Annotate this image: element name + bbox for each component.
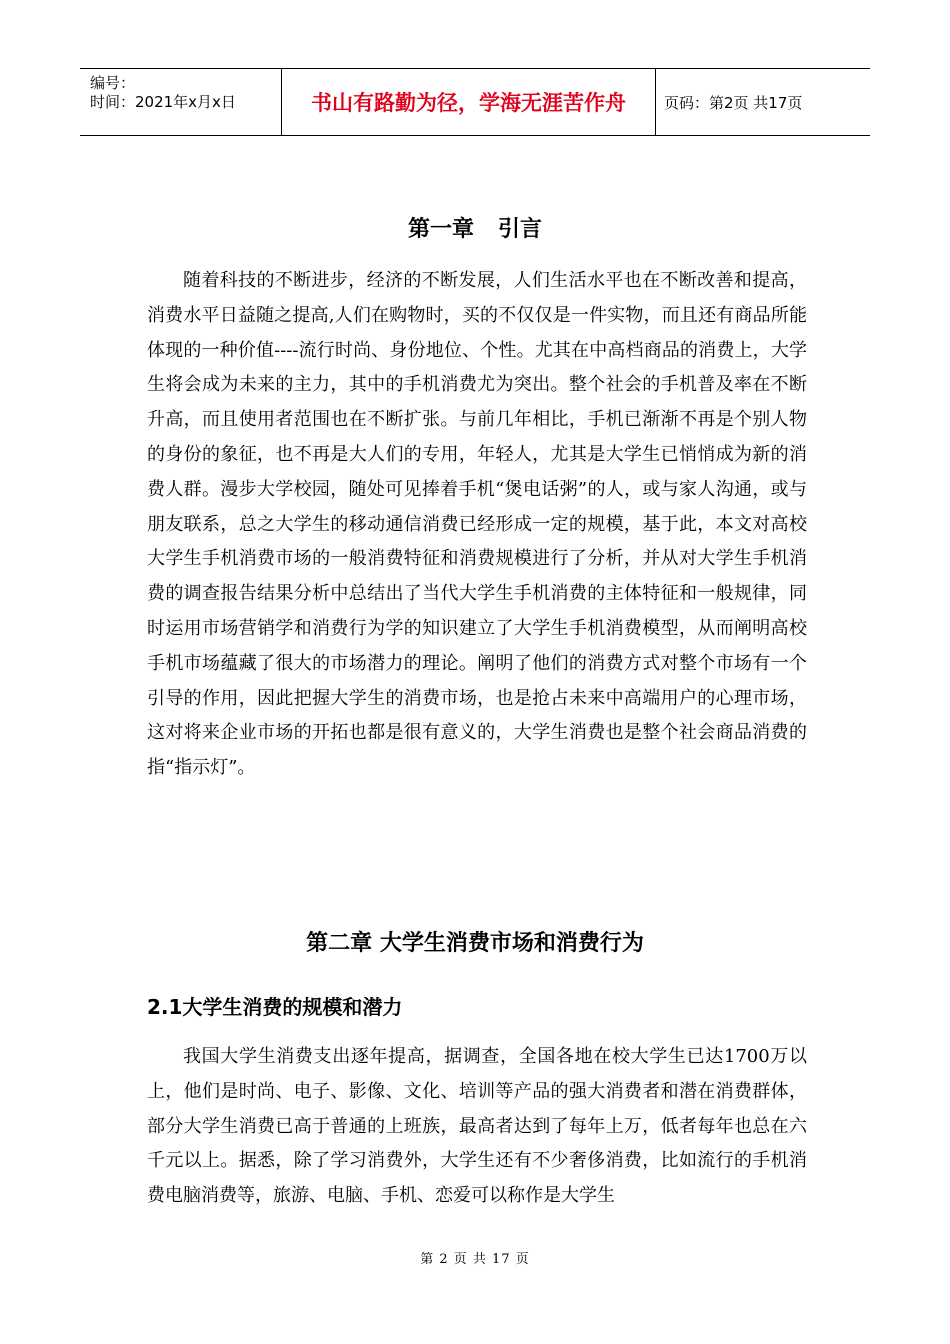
section-2-1-heading: 2.1大学生消费的规模和潜力 (147, 995, 403, 1019)
date-line: 时间：2021年x月x日 (90, 93, 236, 111)
header-meta (80, 69, 282, 135)
header-motto: 书山有路勤为径，学海无涯苦作舟 (282, 69, 656, 135)
chapter1-number: 第一章 (407, 217, 474, 242)
serial-label: 编号： (90, 74, 136, 92)
header-page-info: 页码：第2页 共17页 (664, 93, 803, 112)
chapter1-paragraph: 随着科技的不断进步，经济的不断发展，人们生活水平也在不断改善和提高，消费水平日益随之提高,人们在购物时，买的不仅仅是一件实物，而且还有商品所能体现的一种价值----流行时尚、身份地位、个性。尤其在中高档商品的消费上，大学生将会成为未来的主力，其中的手机消费尤为突出。整个社会的手机普及率在不断升高，而且使用者范围也在不断扩张。与前几年相比，手机已渐渐不再是个别人物的身份的象征，也不再是大人们的专用，年轻人，尤其是大学生已悄悄成为新的消费人群。漫步大学校园，随处可见捧着手机“煲电话粥”的人，或与家人沟通，或与朋友联系，总之大学生的移动通信消费已经形成一定的规模，基于此，本文对高校大学生手机消费市场的一般消费特征和消费规模进行了分析，并从对大学生手机消费的调查报告结果分析中总结出了当代大学生手机消费的主体特征和一般规律，同时运用市场营销学和消费行为学的知识建立了大学生手机消费模型，从而阐明高校手机市场蕴藏了很大的市场潜力的理论。阐明了他们的消费方式对整个市场有一个引导的作用，因此把握大学生的消费市场，也是抢占未来中高端用户的心理市场，这对将来企业市场的开拓也都是很有意义的，大学生消费也是整个社会商品消费的指“指示灯”。 (147, 270, 807, 779)
page-footer: 第 2 页 共 17 页 (420, 1252, 530, 1267)
chapter2-paragraph: 我国大学生消费支出逐年提高，据调查，全国各地在校大学生已达1700万以上，他们是时尚、电子、影像、文化、培训等产品的强大消费者和潜在消费群体，部分大学生消费已高于普通的上班族，最高者达到了每年上万，低者每年也总在六千元以上。据悉，除了学习消费外，大学生还有不少奢侈消费，比如流行的手机消费电脑消费等，旅游、电脑、手机、恋爱可以称作是大学生 (147, 1046, 807, 1207)
chapter1-heading (0, 212, 950, 243)
chapter2-heading: 第二章 大学生消费市场和消费行为 (306, 931, 644, 956)
page-header (80, 68, 870, 136)
chapter1-title: 引言 (498, 217, 543, 242)
